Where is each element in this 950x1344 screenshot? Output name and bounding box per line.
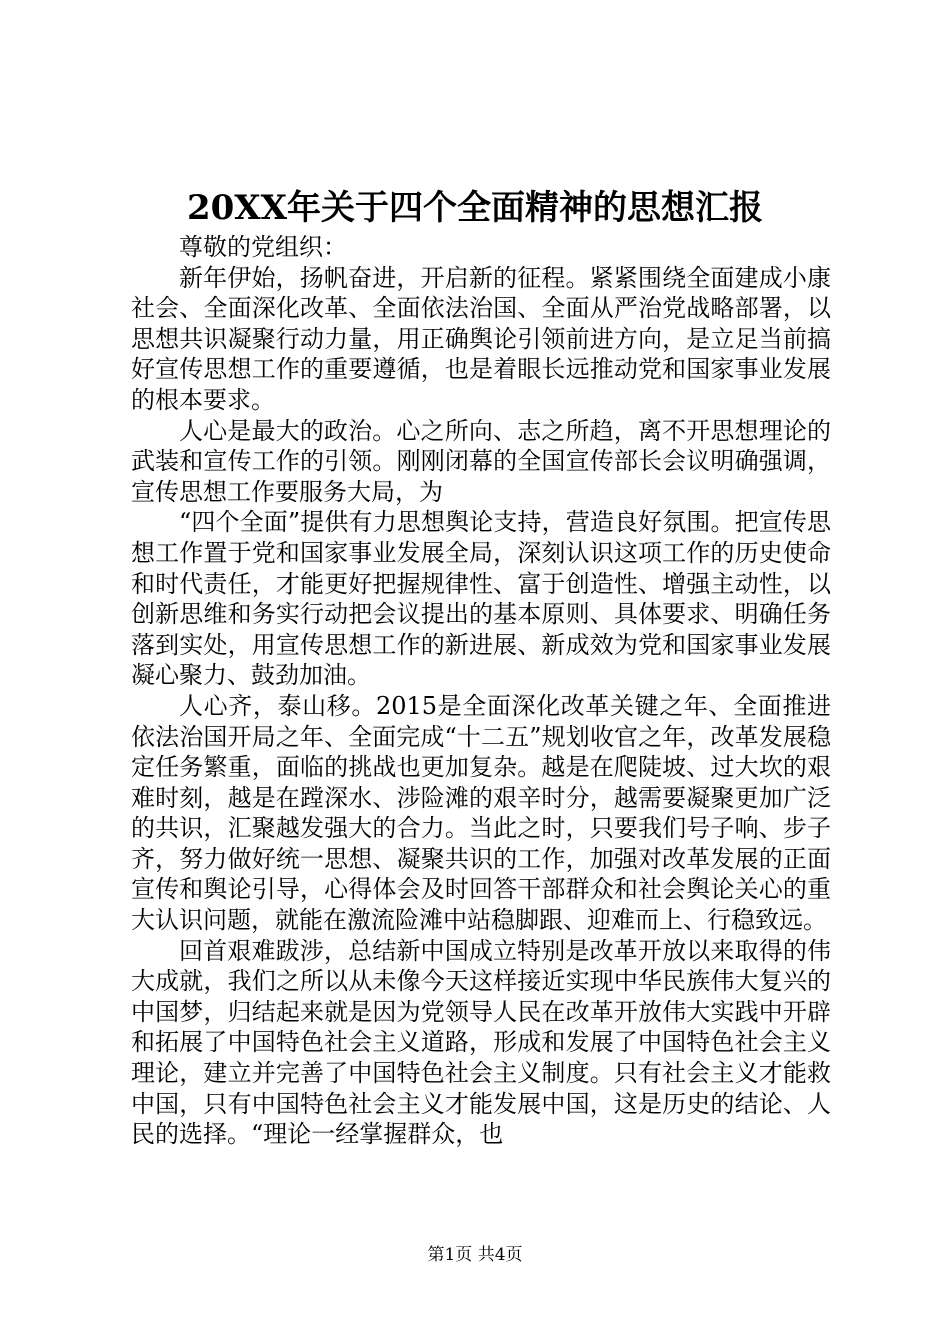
paragraph-1: 新年伊始，扬帆奋进，开启新的征程。紧紧围绕全面建成小康社会、全面深化改革、全面依法治国、全面从严治党战略部署，以思想共识凝聚行动力量，用正确舆论引领前进方向，是立足当前搞好宣传思想工作的重要遵循，也是着眼长远推动党和国家事业发展的根本要求。 (131, 263, 831, 414)
page-footer: 第1页 共4页 (427, 1245, 523, 1265)
paragraph-4: 人心齐，泰山移。2015是全面深化改革关键之年、全面推进依法治国开局之年、全面完成“十二五”规划收官之年，改革发展稳定任务繁重，面临的挑战也更加复杂。越是在爬陡坡、过大坎的艰难时刻，越是在蹚深水、涉险滩的艰辛时分，越需要凝聚更加广泛的共识，汇聚越发强大的合力。当此之时，只要我们号子响、步子齐，努力做好统一思想、凝聚共识的工作，加强对改革发展的正面宣传和舆论引导，心得体会及时回答干部群众和社会舆论关心的重大认识问题，就能在激流险滩中站稳脚跟、迎难而上、行稳致远。 (131, 691, 831, 935)
paragraph-2: 人心是最大的政治。心之所向、志之所趋，离不开思想理论的武装和宣传工作的引领。刚刚闭幕的全国宣传部长会议明确强调，宣传思想工作要服务大局，为 (131, 416, 831, 506)
paragraph-3: “四个全面”提供有力思想舆论支持，营造良好氛围。把宣传思想工作置于党和国家事业发展全局，深刻认识这项工作的历史使命和时代责任，才能更好把握规律性、富于创造性、增强主动性，以创新思维和务实行动把会议提出的基本原则、具体要求、明确任务落到实处，用宣传思想工作的新进展、新成效为党和国家事业发展凝心聚力、鼓劲加油。 (131, 508, 831, 690)
document-body (131, 232, 831, 1150)
salutation: 尊敬的党组织： (179, 233, 347, 261)
document-title: 20XX年关于四个全面精神的思想汇报 (186, 188, 764, 228)
paragraph-5: 回首艰难跋涉，总结新中国成立特别是改革开放以来取得的伟大成就，我们之所以从未像今天这样接近实现中华民族伟大复兴的中国梦，归结起来就是因为党领导人民在改革开放伟大实践中开辟和拓展了中国特色社会主义道路，形成和发展了中国特色社会主义理论，建立并完善了中国特色社会主义制度。只有社会主义才能救中国，只有中国特色社会主义才能发展中国，这是历史的结论、人民的选择。“理论一经掌握群众，也 (131, 936, 831, 1149)
